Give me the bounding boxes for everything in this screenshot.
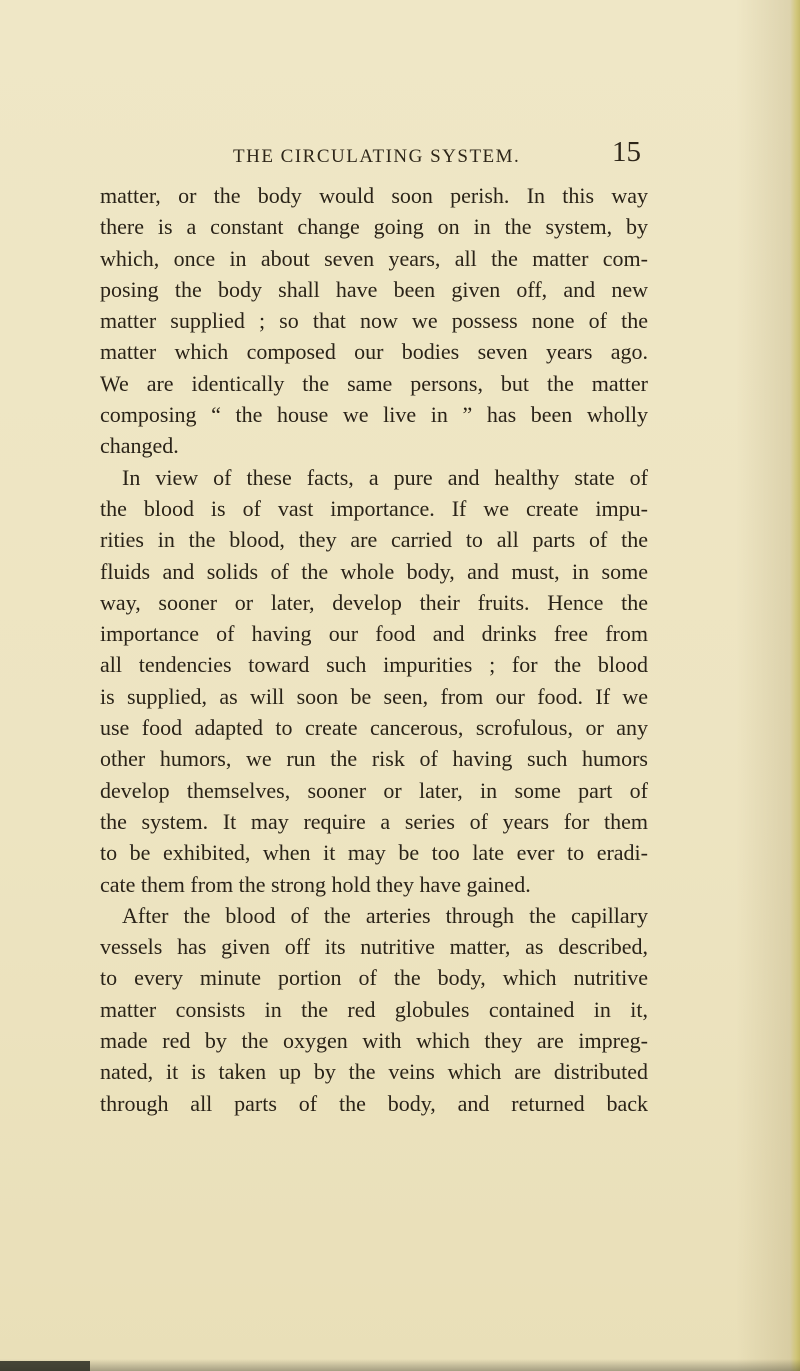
paragraph-start-line: In view of these facts, a pure and healthy state of	[122, 464, 648, 490]
text-line: cate them from the strong hold they have gained.	[100, 871, 531, 897]
text-line: which, once in about seven years, all the matter com-	[100, 245, 648, 271]
text-line: fluids and solids of the whole body, and must, in some	[100, 558, 648, 584]
text-line: all tendencies toward such impurities ; for the blood	[100, 652, 648, 678]
body-text	[100, 180, 648, 1310]
text-line: to be exhibited, when it may be too late ever to eradi-	[100, 840, 648, 866]
text-line: other humors, we run the risk of having such humors	[100, 746, 648, 772]
page-bottom-shadow	[0, 1359, 800, 1371]
text-line: We are identically the same persons, but the matter	[100, 370, 648, 396]
text-line: way, sooner or later, develop their fruits. Hence the	[100, 589, 648, 615]
text-line: use food adapted to create cancerous, scrofulous, or any	[100, 715, 648, 741]
text-line: develop themselves, sooner or later, in some part of	[100, 777, 648, 803]
text-line: matter, or the body would soon perish. In this way	[100, 183, 648, 208]
page-number: 15	[612, 136, 641, 168]
text-line: matter which composed our bodies seven years ago.	[100, 339, 648, 365]
text-line: is supplied, as will soon be seen, from our food. If we	[100, 683, 648, 709]
text-line: the system. It may require a series of years for them	[100, 808, 648, 834]
text-line: changed.	[100, 433, 179, 459]
text-line: made red by the oxygen with which they are impreg-	[100, 1028, 648, 1054]
text-line: matter supplied ; so that now we possess none of the	[100, 308, 648, 334]
paragraph-start-line: After the blood of the arteries through the capillary	[122, 902, 648, 928]
text-line: rities in the blood, they are carried to all parts of the	[100, 527, 648, 553]
text-line: through all parts of the body, and returned back	[100, 1090, 648, 1116]
page-header	[0, 136, 800, 176]
text-line: posing the body shall have been given off, and new	[100, 276, 648, 302]
text-line: importance of having our food and drinks free from	[100, 621, 648, 647]
text-line: composing “ the house we live in ” has been wholly	[100, 402, 648, 428]
text-line: the blood is of vast importance. If we create impu-	[100, 495, 648, 521]
running-head: THE CIRCULATING SYSTEM.	[233, 146, 521, 167]
text-line: matter consists in the red globules contained in it,	[100, 996, 648, 1022]
text-line: nated, it is taken up by the veins which are distributed	[100, 1059, 648, 1085]
page-corner-shadow	[0, 1361, 90, 1371]
text-line: vessels has given off its nutritive matter, as described,	[100, 934, 648, 960]
text-line: there is a constant change going on in the system, by	[100, 214, 648, 240]
text-line: to every minute portion of the body, which nutritive	[100, 965, 648, 991]
page-edge-shading	[790, 0, 800, 1371]
